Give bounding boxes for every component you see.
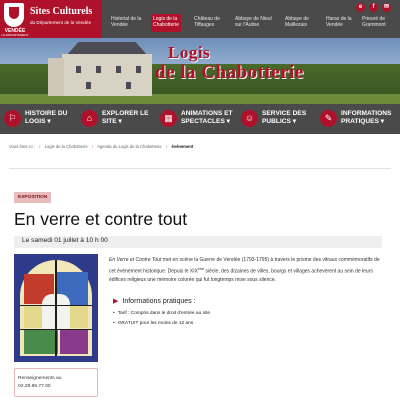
arrow-right-icon: ▶ xyxy=(113,298,119,305)
chateau-window xyxy=(116,66,121,73)
nav-chabotterie[interactable]: Logis de la Chabotterie xyxy=(151,14,181,32)
explore-icon: ⌂ xyxy=(81,110,98,127)
main-menu xyxy=(0,104,400,134)
banner-title-line1: Logis xyxy=(168,43,211,62)
menu-label-line2: LOGIS ▾ xyxy=(25,118,51,125)
menu-label-line1: EXPLORER LE xyxy=(102,110,149,117)
social-e-icon[interactable]: e xyxy=(356,3,365,12)
vendee-crest-icon xyxy=(4,3,24,27)
description-italic: En Verre et Contre Tout xyxy=(109,257,162,263)
breadcrumb-current: événement xyxy=(171,144,194,149)
breadcrumb xyxy=(9,144,394,149)
nav-tiffauges[interactable]: Château de Tiffauges xyxy=(194,16,220,28)
mail-icon[interactable]: ✉ xyxy=(383,4,390,10)
breadcrumb-item[interactable]: Agenda du Logis de la Chabotterie xyxy=(97,144,162,149)
event-category-badge: EXPOSITION xyxy=(14,192,51,203)
contact-box xyxy=(14,368,98,397)
glass-pane xyxy=(24,330,58,354)
history-icon: ⚐ xyxy=(4,110,21,127)
brand-title: Sites Culturels xyxy=(30,6,93,17)
menu-label-line1: INFORMATIONS xyxy=(341,110,392,117)
menu-label-line1: ANIMATIONS ET xyxy=(181,110,233,117)
hero-banner xyxy=(0,38,400,104)
description-text: met en scène la Guerre de Vendée (1793-1795) à travers le prisme des vitraux commémoratifs de cet évènement historique. Depuis le XIX xyxy=(109,257,380,275)
stained-glass-image xyxy=(14,254,98,362)
chateau-window xyxy=(86,82,91,89)
breadcrumb-item[interactable]: Logis de la Chabotterie xyxy=(44,144,88,149)
lead-line xyxy=(20,305,92,306)
brand-logo[interactable] xyxy=(0,0,102,38)
event-description xyxy=(109,256,384,284)
logo-subtext: LE DÉPARTEMENT xyxy=(1,33,29,37)
breadcrumb-prefix: Vous êtes ici : xyxy=(9,144,35,149)
event-title: En verre et contre tout xyxy=(14,209,188,229)
practical-title: Informations pratiques : xyxy=(122,298,196,305)
info-icon: ✎ xyxy=(320,110,337,127)
logo-text: VENDÉE xyxy=(4,28,26,34)
nav-nieul[interactable]: Abbaye de Nieul sur l'Autise xyxy=(235,16,272,28)
nav-maillezais[interactable]: Abbaye de Maillezais xyxy=(285,16,309,28)
nav-haras[interactable]: Haras de la Vendée xyxy=(326,16,352,28)
chateau-image xyxy=(62,54,152,96)
breadcrumb-separator: › xyxy=(39,144,41,149)
nav-grammont[interactable]: Prieuré de Grammont xyxy=(362,16,386,28)
breadcrumb-separator: › xyxy=(165,144,168,149)
facebook-icon[interactable]: f xyxy=(369,3,378,12)
top-header xyxy=(0,0,400,38)
contact-phone[interactable]: 02.28.85.77.00 xyxy=(18,384,51,389)
glass-pane xyxy=(60,330,88,354)
practical-info-heading xyxy=(113,297,196,305)
nav-historial[interactable]: Historial de la Vendée xyxy=(111,16,142,28)
event-date-box xyxy=(14,236,382,248)
chateau-window xyxy=(126,82,131,89)
menu-label-line2: SITE ▾ xyxy=(102,118,122,125)
practical-item: • GRATUIT pour les moins de 12 ans xyxy=(113,321,193,326)
event-date: Le samedi 01 juillet à 10 h 00 xyxy=(22,237,108,244)
chateau-tower xyxy=(48,58,64,96)
breadcrumb-separator: › xyxy=(91,144,94,149)
divider xyxy=(9,168,391,169)
menu-label-line2: PRATIQUES ▾ xyxy=(341,118,385,125)
lead-line xyxy=(20,329,92,330)
contact-label: Renseignements au xyxy=(18,376,62,381)
description-sup: ème xyxy=(197,266,205,271)
chateau-window xyxy=(76,66,81,73)
lead-line xyxy=(55,260,57,356)
menu-label-line2: PUBLICS ▾ xyxy=(262,118,297,125)
chateau-window xyxy=(96,66,101,73)
brand-subtitle: du Département de la Vendée xyxy=(30,20,92,25)
menu-label-line1: SERVICE DES xyxy=(262,110,307,117)
practical-item: • Tarif : Compris dans le droit d'entrée au site xyxy=(113,311,210,316)
menu-label-line2: SPECTACLES ▾ xyxy=(181,118,230,125)
banner-title-line2: de la Chabotterie xyxy=(155,62,304,83)
public-icon: ☺ xyxy=(241,110,258,127)
calendar-icon: ▦ xyxy=(160,110,177,127)
chateau-window xyxy=(136,66,141,73)
description-text: siècle, des dizaines de villes, bourgs et villages achevèrent au sein de leurs édifices religieux une mémoire colorée qui fut longtemps mise sous silence. xyxy=(109,268,373,283)
menu-label-line1: HISTOIRE DU xyxy=(25,110,68,117)
